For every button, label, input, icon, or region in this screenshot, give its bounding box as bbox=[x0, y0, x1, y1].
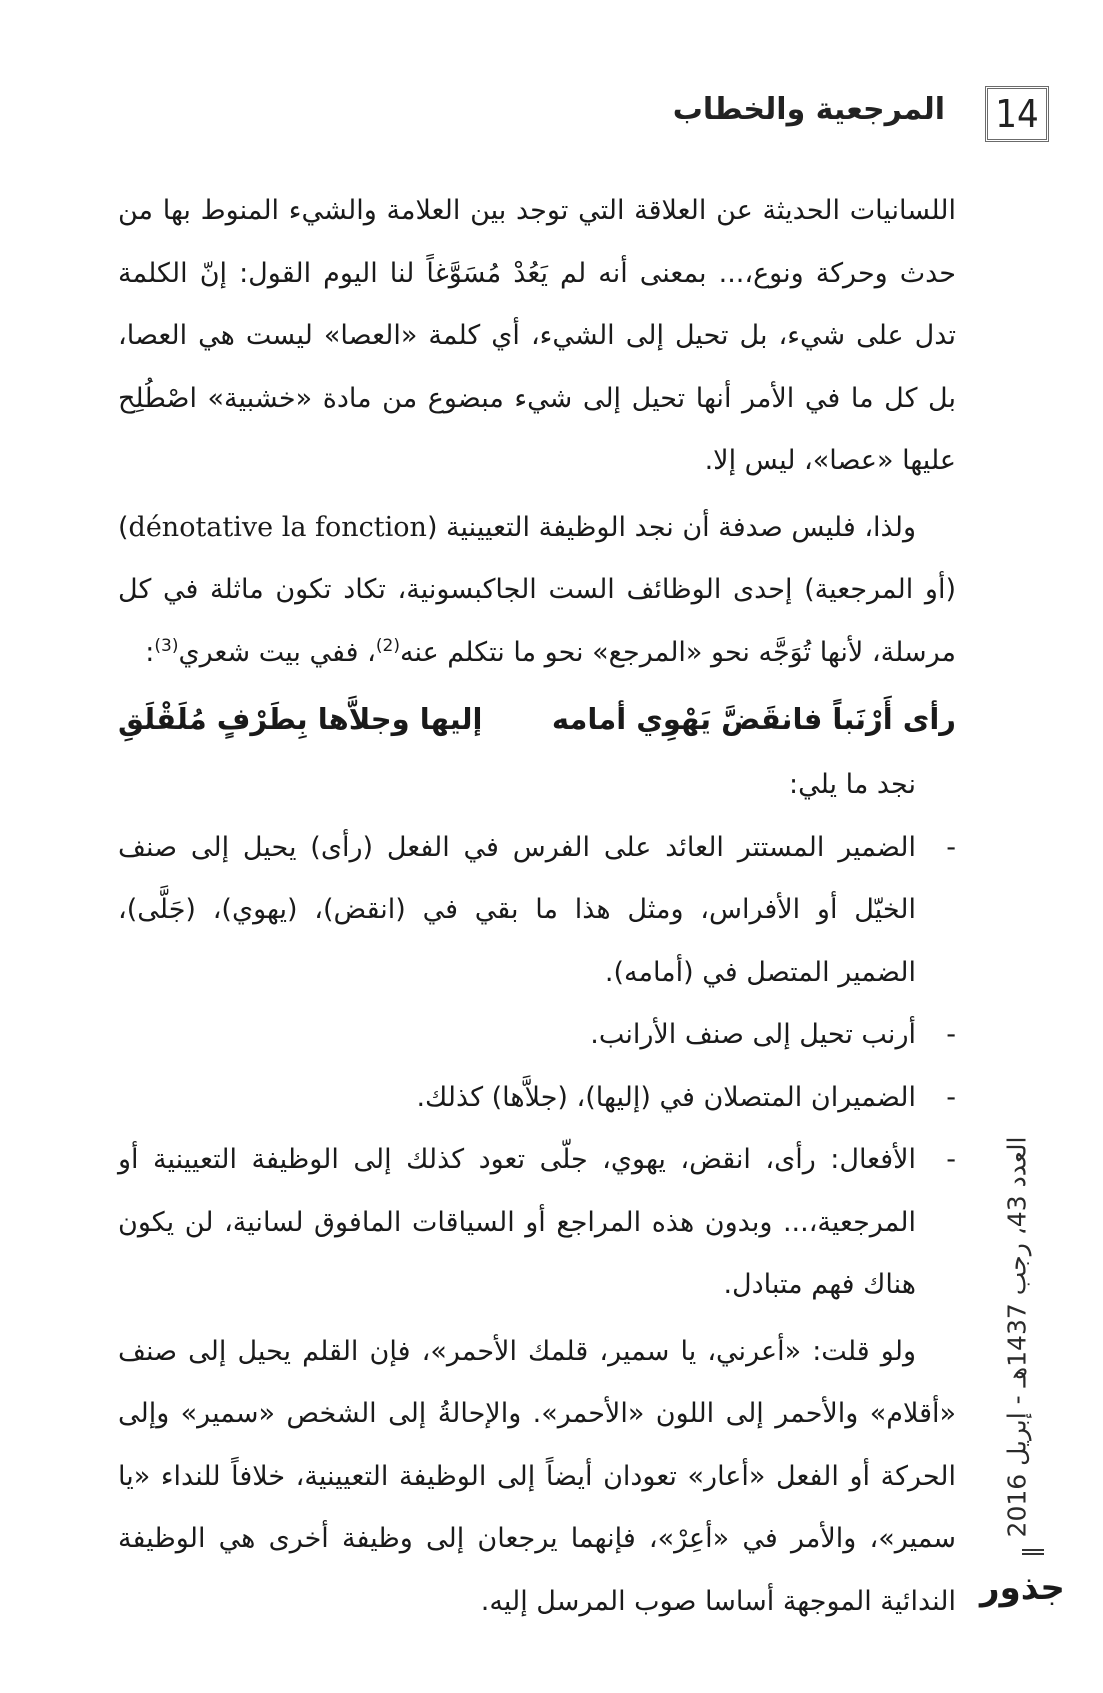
verse-second-hemistich: إليها وجلاَّها بِطَرْفٍ مُلَقْلَقِ bbox=[118, 702, 483, 736]
journal-logo: جذور bbox=[980, 1568, 1065, 1608]
list-item-text: الأفعال: رأى، انقض، يهوي، جلّى تعود كذلك إلى الوظيفة التعيينية أو المرجعية،... وبدون هذه المراجع أو السياقات المافوق لسانية، لن يكون هناك فهم متبادل. bbox=[118, 1144, 916, 1300]
list-item bbox=[118, 1129, 956, 1317]
list-item bbox=[118, 1067, 956, 1130]
paragraph: اللسانيات الحديثة عن العلاقة التي توجد بين العلامة والشيء المنوط بها من حدث وحركة ونوع،... بمعنى أنه لم يَعُدْ مُسَوَّغاً لنا اليوم القول: إنّ الكلمة تدل على شيء، بل تحيل إلى الشيء، أي كلمة «العصا» ليست هي العصا، بل كل ما في الأمر أنها تحيل إلى شيء مبضوع من مادة «خشبية» اصْطُلِح عليها «عصا»، ليس إلا. bbox=[118, 195, 956, 476]
french-term: la fonction bbox=[281, 511, 427, 543]
list-item-text: أرنب تحيل إلى صنف الأرانب. bbox=[590, 1019, 916, 1050]
dash-marker: - bbox=[946, 1019, 956, 1050]
paragraph-text: ، ففي بيت شعري bbox=[178, 636, 376, 668]
list-item bbox=[118, 817, 956, 1005]
page-number: 14 bbox=[985, 86, 1049, 142]
verse-first-hemistich: رأى أَرْنَباً فانقَضَّ يَهْوِي أمامه bbox=[551, 702, 956, 736]
article-body bbox=[118, 180, 956, 1633]
paragraph bbox=[118, 497, 956, 685]
dash-marker: - bbox=[946, 831, 956, 863]
list-item-text: الضميران المتصلان في (إليها)، (جلاَّها) كذلك. bbox=[416, 1081, 916, 1113]
footnote-ref: (3) bbox=[154, 635, 179, 656]
list-item bbox=[118, 1004, 956, 1067]
dash-marker: - bbox=[946, 1144, 956, 1175]
running-title: المرجعية والخطاب bbox=[672, 92, 945, 127]
paragraph-text: : bbox=[145, 636, 155, 668]
dash-marker: - bbox=[946, 1081, 956, 1113]
list-item-text: الضمير المستتر العائد على الفرس في الفعل (رأى) يحيل إلى صنف الخيّل أو الأفراس، ومثل هذا ما بقي في (انقض)، (يهوي)، (جَلَّى)، الضمير المتصل في (أمامه). bbox=[118, 831, 916, 988]
paragraph-text: ) (أو المرجعية) إحدى الوظائف الست الجاكبسونية، تكاد تكون ماثلة في كل مرسلة، لأنها تُوَجَّه نحو «المرجع» نحو ما نتكلم عنه bbox=[118, 511, 956, 668]
paragraph: ولو قلت: «أعرني، يا سمير، قلمك الأحمر»، فإن القلم يحيل إلى صنف «أقلام» والأحمر إلى اللون «الأحمر». والإحالةُ إلى الشخص «سمير» وإلى الحركة أو الفعل «أعار» تعودان أيضاً إلى الوظيفة التعيينية، خلافاً للنداء «يا سمير»، والأمر في «أعِرْ»، فإنهما يرجعان إلى وظيفة أخرى هي الوظيفة الندائية الموجهة أساسا صوب المرسل إليه. bbox=[118, 1335, 956, 1617]
footnote-ref: (2) bbox=[375, 635, 400, 656]
issue-info: العدد 43، رجب 1437هـ - إبريل 2016 bbox=[1002, 1136, 1032, 1538]
paragraph-text bbox=[273, 512, 282, 543]
paragraph: نجد ما يلي: bbox=[788, 769, 916, 800]
issue-sidebar bbox=[992, 1122, 1042, 1552]
french-term: dénotative bbox=[128, 511, 274, 543]
sidebar-divider bbox=[1022, 1549, 1044, 1555]
poetry-verse bbox=[118, 684, 956, 754]
paragraph-text: ولذا، فليس صدفة أن نجد الوظيفة التعيينية ( bbox=[426, 511, 916, 543]
